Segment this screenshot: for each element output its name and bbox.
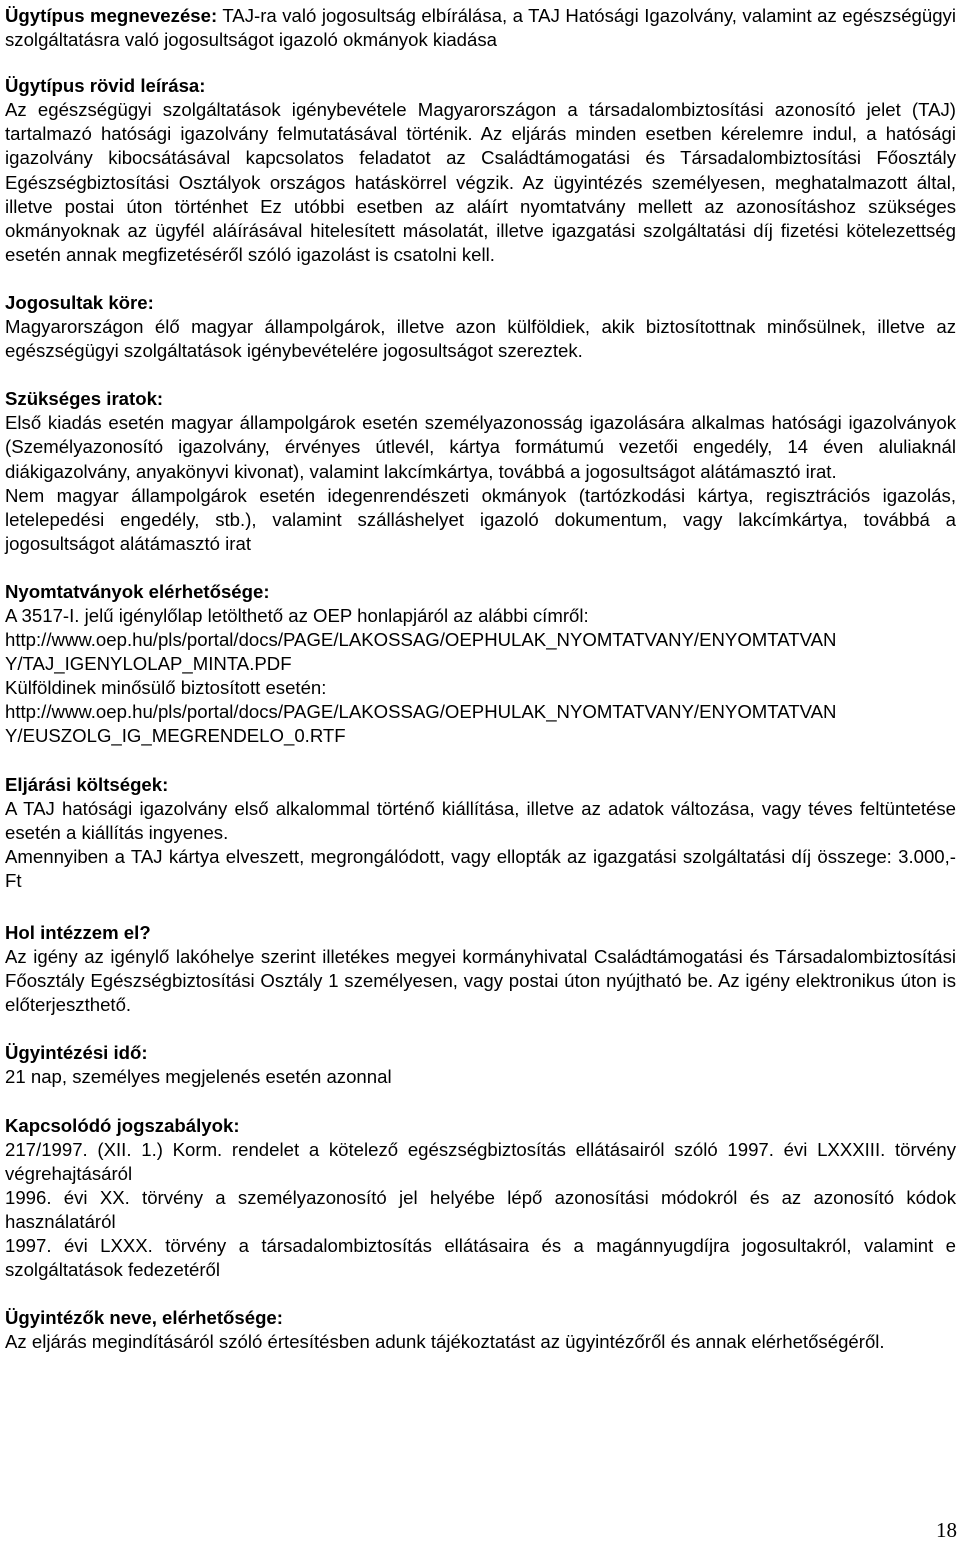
page-number: 18 — [936, 1518, 957, 1542]
costs-heading: Eljárási költségek: — [5, 773, 169, 795]
required-documents-heading: Szükséges iratok: — [5, 388, 164, 410]
forms-line-1: A 3517-I. jelű igénylőlap letölthető az OEP honlapjáról az alábbi címről: — [5, 604, 589, 626]
required-documents-text-2: Nem magyar állampolgárok esetén idegenrendészeti okmányok (tartózkodási kártya, regisztrációs igazolás, letelepedési engedély, stb.), valamint szálláshelyet igazoló dokumentum, vagy lakcímkártya, továbbá a jogosultságot alátámasztó irat — [5, 484, 956, 554]
document-page — [5, 4, 956, 1354]
case-type-text: TAJ-ra való jogosultság elbírálása, a TAJ Hatósági Igazolvány, valamint az egészségügyi szolgáltatásra való jogosultságot igazoló okmányok kiadása — [5, 5, 956, 51]
form-url-2b[interactable]: Y/EUSZOLG_IG_MEGRENDELO_0.RTF — [5, 725, 346, 747]
case-type-label: Ügytípus megnevezése: — [5, 5, 218, 26]
administrators-text: Az eljárás megindításáról szóló értesítésben adunk tájékoztatást az ügyintézőről és annak elérhetőségéről. — [5, 1331, 885, 1353]
related-law-item: 217/1997. (XII. 1.) Korm. rendelet a kötelező egészségbiztosítás ellátásairól szóló 1997. évi LXXXIII. törvény végrehajtásáról — [5, 1138, 956, 1184]
administrators-heading: Ügyintézők neve, elérhetősége: — [5, 1307, 283, 1329]
where-heading: Hol intézzem el? — [5, 922, 151, 943]
form-url-1a[interactable]: http://www.oep.hu/pls/portal/docs/PAGE/LAKOSSAG/OEPHULAK_NYOMTATVANY/ENYOMTATVAN — [5, 629, 837, 651]
related-law-item: 1996. évi XX. törvény a személyazonosító jel helyébe lépő azonosítási módokról és az azonosító kódok használatáról — [5, 1186, 956, 1232]
short-description-text: Az egészségügyi szolgáltatások igénybevétele Magyarországon a társadalombiztosítási azonosító jelet (TAJ) tartalmazó hatósági igazolvány felmutatásával történik. Az eljárás minden esetben kérelemre indul, a hatósági igazolvány kibocsátásával kapcsolatos feladatot az Családtámogatási és Társadalombiztosítási Főosztály Egészségbiztosítási Osztályok országos hatáskörrel végzik. Az ügyintézés személyesen, meghatalmazott által, illetve postai úton történhet Ez utóbbi esetben az aláírt nyomtatvány mellett az azonosításhoz szükséges okmányoknak az ügyfél aláírásával hitelesített másolatát, illetve igazgatási szolgáltatási díj fizetési kötelezettség esetén annak megfizetéséről szóló igazolást is csatolni kell. — [5, 99, 956, 265]
processing-time-text: 21 nap, személyes megjelenés esetén azonnal — [5, 1066, 392, 1088]
forms-heading: Nyomtatványok elérhetősége: — [5, 580, 270, 602]
eligible-text: Magyarországon élő magyar állampolgárok, illetve azon külföldiek, akik biztosítottnak minősülnek, illetve az egészségügyi szolgáltatások igénybevételére jogosultságot szereztek. — [5, 316, 956, 362]
short-description-heading: Ügytípus rövid leírása: — [5, 75, 206, 97]
related-law-item: 1997. évi LXXX. törvény a társadalombiztosítás ellátásaira és a magánnyugdíjra jogosultakról, valamint e szolgáltatások fedezetéről — [5, 1235, 956, 1281]
eligible-heading: Jogosultak köre: — [5, 291, 154, 313]
form-url-1b[interactable]: Y/TAJ_IGENYLOLAP_MINTA.PDF — [5, 653, 292, 675]
required-documents-text-1: Első kiadás esetén magyar állampolgárok esetén személyazonosság igazolására alkalmas hatósági igazolványok (Személyazonosító igazolvány, érvényes útlevél, kártya formátumú vezetői engedély, 14 éven aluliaknál diákigazolvány, anyakönyvi kivonat), valamint lakcímkártya, továbbá a jogosultságot alátámasztó irat. — [5, 412, 956, 482]
case-type-paragraph — [5, 4, 956, 52]
processing-time-heading: Ügyintézési idő: — [5, 1042, 148, 1064]
form-url-2a[interactable]: http://www.oep.hu/pls/portal/docs/PAGE/LAKOSSAG/OEPHULAK_NYOMTATVANY/ENYOMTATVAN — [5, 701, 837, 723]
forms-line-2: Külföldinek minősülő biztosított esetén: — [5, 677, 327, 699]
where-text: Az igény az igénylő lakóhelye szerint illetékes megyei kormányhivatal Családtámogatási és Társadalombiztosítási Főosztály Egészségbiztosítási Osztály 1 személyesen, vagy postai úton nyújtható be. Az igény elektronikus úton is előterjeszthető. — [5, 946, 956, 1016]
costs-text-2: Amennyiben a TAJ kártya elveszett, megrongálódott, vagy ellopták az igazgatási szolgáltatási díj összege: 3.000,- Ft — [5, 845, 956, 891]
related-laws-heading: Kapcsolódó jogszabályok: — [5, 1114, 240, 1136]
costs-text-1: A TAJ hatósági igazolvány első alkalommal történő kiállítása, illetve az adatok változása, vagy téves feltüntetése esetén a kiállítás ingyenes. — [5, 797, 956, 843]
